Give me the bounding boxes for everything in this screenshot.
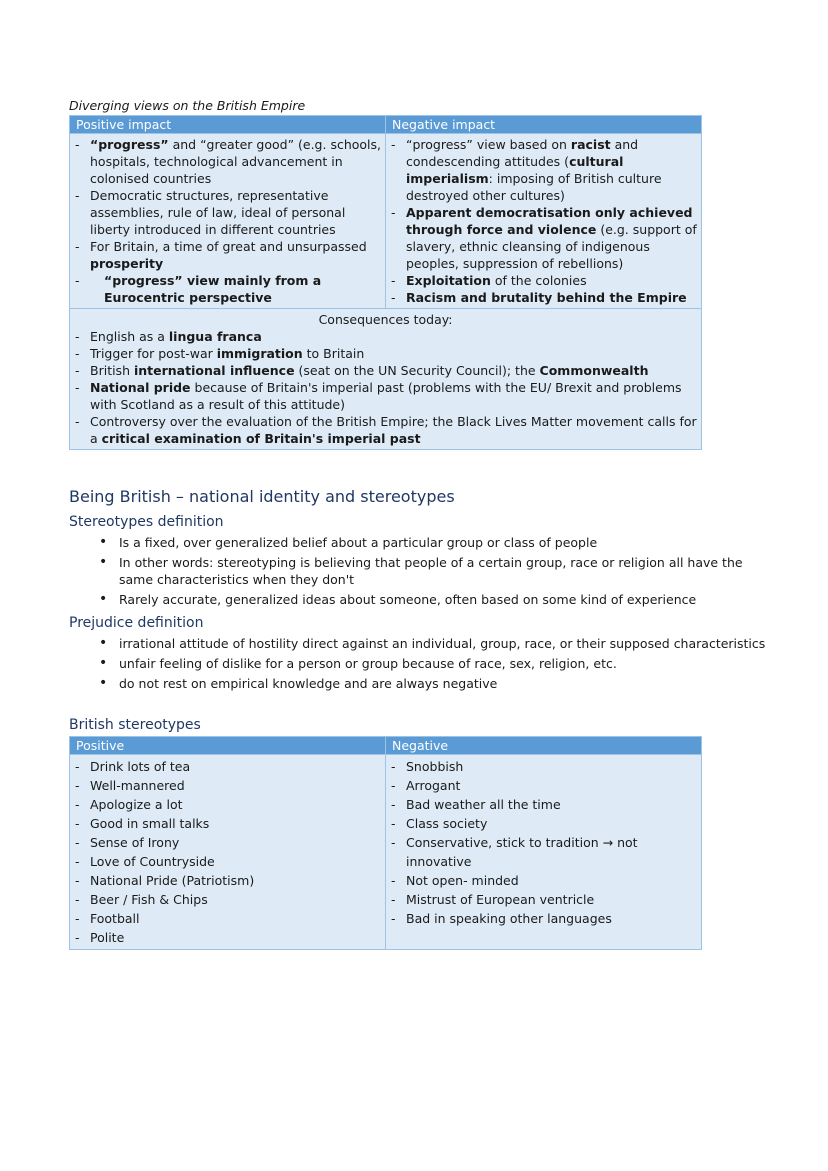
prejudice-definition-item: • irrational attitude of hostility direct against an individual, group, race, or their supposed characteristics	[99, 635, 769, 652]
stereotype-definition-item: • Is a fixed, over generalized belief about a particular group or class of people	[99, 534, 769, 551]
negative-stereotype-item: - Snobbish	[390, 757, 697, 776]
positive-stereotypes-header: Positive	[70, 737, 386, 755]
positive-impact-item: - “progress” and “greater good” (e.g. schools, hospitals, technological advancement in colonised countries	[74, 136, 381, 187]
negative-stereotype-item: - Bad in speaking other languages	[390, 909, 697, 928]
positive-stereotypes-list	[74, 757, 381, 947]
stereotypes-title: Stereotypes definition	[69, 514, 224, 530]
consequence-item: - Trigger for post-war immigration to Britain	[74, 345, 697, 362]
positive-impact-item: - Democratic structures, representative assemblies, rule of law, ideal of personal liberty introduced in different countries	[74, 187, 381, 238]
consequence-item: - British international influence (seat on the UN Security Council); the Commonwealth	[74, 362, 697, 379]
empire-caption: Diverging views on the British Empire	[69, 98, 306, 113]
stereotypes-list	[69, 534, 769, 608]
negative-stereotypes-list	[390, 757, 697, 928]
positive-stereotype-item: - Beer / Fish & Chips	[74, 890, 381, 909]
positive-impact-item: - For Britain, a time of great and unsurpassed prosperity	[74, 238, 381, 272]
consequences-cell	[70, 309, 702, 450]
consequence-item: - English as a lingua franca	[74, 328, 697, 345]
negative-impact-item: - Apparent democratisation only achieved through force and violence (e.g. support of slavery, ethnic cleansing of indigenous peoples, suppression of rebellions)	[390, 204, 697, 272]
negative-stereotypes-cell	[386, 755, 702, 950]
positive-stereotype-item: - Well-mannered	[74, 776, 381, 795]
positive-impact-header: Positive impact	[70, 116, 386, 134]
negative-impact-item: - Racism and brutality behind the Empire	[390, 289, 697, 306]
positive-stereotype-item: - National Pride (Patriotism)	[74, 871, 381, 890]
identity-heading: Being British – national identity and stereotypes	[69, 487, 455, 506]
prejudice-definition-item: • unfair feeling of dislike for a person or group because of race, sex, religion, etc.	[99, 655, 769, 672]
prejudice-title: Prejudice definition	[69, 615, 204, 631]
negative-stereotype-item: - Conservative, stick to tradition → not innovative	[390, 833, 697, 871]
positive-impact-item: - “progress” view mainly from a Eurocentric perspective	[74, 272, 381, 306]
negative-impact-cell	[386, 134, 702, 309]
empire-section	[69, 98, 701, 450]
stereotype-definition-item: • Rarely accurate, generalized ideas about someone, often based on some kind of experience	[99, 591, 769, 608]
positive-stereotype-item: - Drink lots of tea	[74, 757, 381, 776]
positive-stereotype-item: - Sense of Irony	[74, 833, 381, 852]
positive-stereotype-item: - Football	[74, 909, 381, 928]
british-stereotypes-title: British stereotypes	[69, 717, 201, 733]
empire-table	[69, 115, 702, 450]
identity-section	[69, 487, 769, 695]
positive-stereotype-item: - Polite	[74, 928, 381, 947]
stereotype-definition-item: • In other words: stereotyping is believing that people of a certain group, race or religion all have the same characteristics when they don't	[99, 554, 769, 588]
british-stereotypes-section	[69, 716, 701, 950]
negative-impact-item: - Exploitation of the colonies	[390, 272, 697, 289]
negative-stereotypes-header: Negative	[386, 737, 702, 755]
negative-stereotype-item: - Arrogant	[390, 776, 697, 795]
positive-stereotype-item: - Love of Countryside	[74, 852, 381, 871]
positive-impact-cell	[70, 134, 386, 309]
positive-stereotype-item: - Good in small talks	[74, 814, 381, 833]
negative-stereotype-item: - Class society	[390, 814, 697, 833]
negative-stereotype-item: - Mistrust of European ventricle	[390, 890, 697, 909]
negative-impact-header: Negative impact	[386, 116, 702, 134]
positive-stereotypes-cell	[70, 755, 386, 950]
prejudice-list	[69, 635, 769, 692]
consequence-item: - Controversy over the evaluation of the British Empire; the Black Lives Matter movement calls for a critical examination of Britain's imperial past	[74, 413, 697, 447]
negative-impact-item: - “progress” view based on racist and condescending attitudes (cultural imperialism: imposing of British culture destroyed other cultures)	[390, 136, 697, 204]
positive-stereotype-item: - Apologize a lot	[74, 795, 381, 814]
prejudice-definition-item: • do not rest on empirical knowledge and are always negative	[99, 675, 769, 692]
consequence-item: - National pride because of Britain's imperial past (problems with the EU/ Brexit and problems with Scotland as a result of this attitude)	[74, 379, 697, 413]
british-stereotypes-table	[69, 736, 702, 950]
consequences-title: Consequences today:	[318, 312, 453, 327]
negative-stereotype-item: - Not open- minded	[390, 871, 697, 890]
negative-stereotype-item: - Bad weather all the time	[390, 795, 697, 814]
